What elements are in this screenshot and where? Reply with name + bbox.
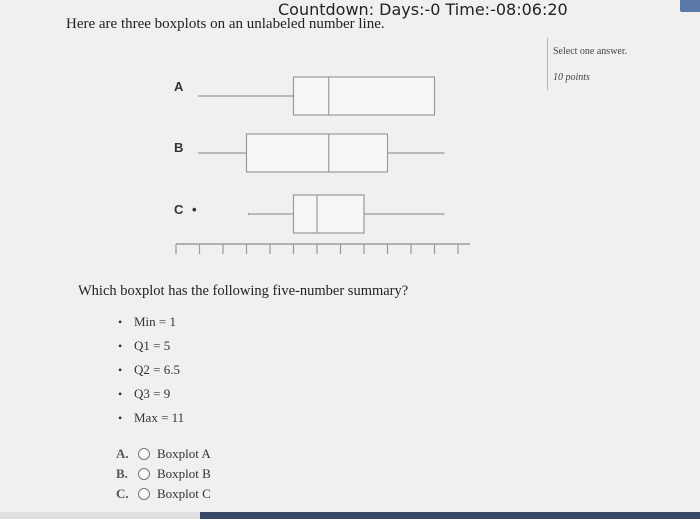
bullet-icon: •: [118, 338, 123, 353]
summary-text: Q1 = 5: [134, 338, 171, 353]
radio-button[interactable]: [138, 488, 150, 500]
summary-item-q3: [118, 382, 184, 406]
bullet-icon: •: [118, 410, 123, 425]
boxplot-b-box: [247, 134, 388, 172]
summary-text: Min = 1: [134, 314, 177, 329]
choice-c[interactable]: [116, 484, 211, 504]
bullet-icon: •: [118, 386, 123, 401]
boxplot-c-box: [294, 195, 365, 233]
question-prompt: Which boxplot has the following five-number summary?: [78, 283, 409, 299]
summary-item-max: [118, 406, 184, 430]
choice-label: Boxplot B: [157, 466, 211, 481]
boxplot-label-c-text: C: [174, 202, 184, 217]
choice-label: Boxplot A: [157, 446, 211, 461]
boxplot-a: [198, 77, 435, 115]
summary-text: Max = 11: [134, 410, 185, 425]
summary-text: Q3 = 9: [134, 386, 171, 401]
points-label: 10 points: [553, 72, 590, 83]
select-instruction: Select one answer.: [553, 46, 628, 57]
taskbar-dark-segment: [200, 512, 700, 519]
bullet-icon: •: [118, 314, 123, 329]
boxplot-a-box: [294, 77, 435, 115]
boxplot-b: [198, 134, 445, 172]
boxplot-label-a: A: [174, 79, 184, 94]
choice-label: Boxplot C: [157, 486, 211, 501]
c-marker-dot-icon: •: [192, 202, 197, 217]
boxplot-label-b: B: [174, 140, 184, 155]
question-intro: Here are three boxplots on an unlabeled number line.: [66, 16, 385, 32]
choice-key: A.: [116, 446, 129, 461]
radio-button[interactable]: [138, 448, 150, 460]
radio-button[interactable]: [138, 468, 150, 480]
bullet-icon: •: [118, 362, 123, 377]
choice-key: C.: [116, 486, 129, 501]
summary-text: Q2 = 6.5: [134, 362, 180, 377]
taskbar: [0, 512, 700, 519]
summary-item-q2: [118, 358, 184, 382]
summary-item-min: [118, 310, 184, 334]
five-number-summary: [118, 310, 184, 430]
choice-a[interactable]: [116, 444, 211, 464]
choice-b[interactable]: [116, 464, 211, 484]
countdown-timer: Countdown: Days:-0 Time:-08:06:20: [278, 0, 568, 19]
answer-choices: [116, 444, 211, 504]
choice-key: B.: [116, 466, 128, 481]
boxplot-c: [249, 195, 445, 233]
summary-item-q1: [118, 334, 184, 358]
